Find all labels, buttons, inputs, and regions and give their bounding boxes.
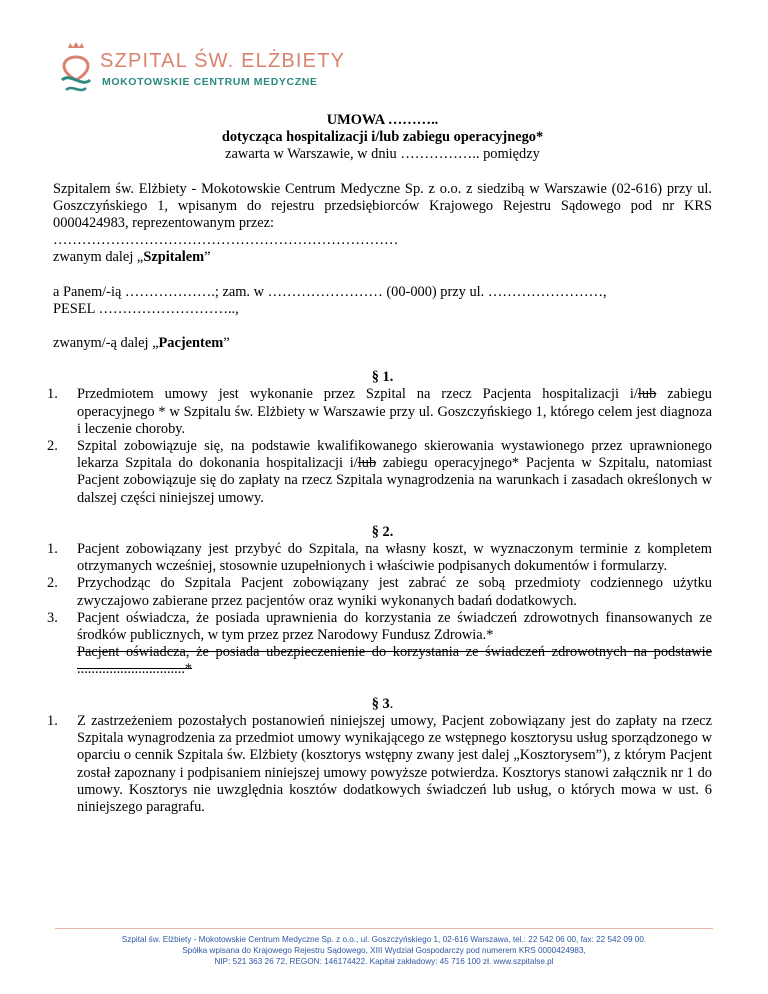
list-item: 1. Pacjent zobowiązany jest przybyć do Szpitala, na własny koszt, w wyznaczonym terminie z kompletem otrzymanych wcześniej, stosownie uzupełnionych i właściwie podpisanych dokumentów i formularzy. xyxy=(47,541,712,575)
list-item: 2. Szpital zobowiązuje się, na podstawie kwalifikowanego skierowania wystawionego przez uprawnionego lekarza Szpitala do dokonania hospitalizacji i/lub zabiegu operacyjnego* Pacjenta w Szpitalu, natomiast Pacjent zobowiązuje się do zapłaty na rzecz Szpitala wynagrodzenia na warunkach i zasadach określonych w dalszej części niniejszej umowy. xyxy=(47,438,713,506)
party1-representative-dots: ……………………………………………………………… xyxy=(53,232,399,249)
list-item: 1. Przedmiotem umowy jest wykonanie przez Szpital na rzecz Pacjenta hospitalizacji i/lub zabiegu operacyjnego * w Szpitalu św. Elżbiety w Warszawie przy ul. Goszczyńskiego 1, którego celem jest diagnoza i leczenie choroby. xyxy=(47,386,712,437)
struck-insurance-clause: Pacjent oświadcza, że posiada ubezpieczenienie do korzystania ze świadczeń zdrowotnych na podstawie ..............................* xyxy=(77,644,712,678)
party2-called-name: Pacjentem xyxy=(158,335,224,352)
section1-heading: § 1. xyxy=(371,369,394,386)
logo-emblem-icon xyxy=(56,40,96,96)
party1-called-name: Szpitalem xyxy=(143,249,205,266)
list-item: 3. Pacjent oświadcza, że posiada uprawnienia do korzystania ze świadczeń zdrowotnych finansowanych ze środków publicznych, w tym przez przez Narodowy Fundusz Zdrowia.* xyxy=(47,609,712,644)
page-footer xyxy=(40,935,728,967)
section3-list xyxy=(47,712,712,816)
logo-subtitle: MOKOTOWSKIE CENTRUM MEDYCZNE xyxy=(102,76,318,88)
footer-line3: NIP: 521 363 26 72, REGON: 146174422. Kapitał zakładowy: 45 716 100 zł. www.szpitalse.pl xyxy=(214,956,554,966)
section2-list xyxy=(47,541,712,644)
section1-list xyxy=(47,386,713,506)
conclusion-line: zawarta w Warszawie, w dniu …………….. pomiędzy xyxy=(225,146,540,163)
logo-name: SZPITAL ŚW. ELŻBIETY xyxy=(100,50,346,72)
document-subtitle: dotycząca hospitalizacji i/lub zabiegu operacyjnego* xyxy=(221,129,544,146)
section3-heading: § 3. xyxy=(371,695,394,712)
document-title: UMOWA ……….. xyxy=(326,112,439,128)
party2-line1: a Panem/-ią ……………….; zam. w …………………… (00-000) przy ul. ……………………, xyxy=(53,283,607,300)
list-item: 2. Przychodząc do Szpitala Pacjent zobowiązany jest zabrać ze sobą przedmioty codziennego użytku zwyczajowo zabierane przez pacjentów oraz wyniki wykonanych badań dodatkowych. xyxy=(47,575,712,609)
party1-text: Szpitalem św. Elżbiety - Mokotowskie Centrum Medyczne Sp. z o.o. z siedzibą w Warszawie (02-616) przy ul. Goszczyńskiego 1, wpisanym do rejestru przedsiębiorców Krajowego Rejestru Sądowego pod nr KRS 0000424983, reprezentowanym przez: xyxy=(53,180,712,232)
footer-line1: Szpital św. Elżbiety - Mokotowskie Centrum Medyczne Sp. z o.o., ul. Goszczyńskiego 1, 02-616 Warszawa, tel.: 22 542 06 00, fax: 22 542 09 00. xyxy=(121,935,647,944)
party2-called: zwanym/-ą dalej „Pacjentem” xyxy=(53,335,230,352)
contract-document xyxy=(47,112,713,816)
section2-heading: § 2. xyxy=(371,523,394,540)
footer-divider xyxy=(55,928,713,929)
party2-pesel: PESEL ……………………….., xyxy=(53,300,239,317)
hospital-logo xyxy=(56,40,356,96)
list-item: 1. Z zastrzeżeniem pozostałych postanowień niniejszej umowy, Pacjent zobowiązany jest do zapłaty na rzecz Szpitala wynagrodzenia za przedmiot umowy wynikającego ze wstępnego kosztorysu usług sporządzonego w oparciu o cennik Szpitala św. Elżbiety (kosztorys wstępny zwany jest dalej „Kosztorysem”), z którym Pacjent został zapoznany i podpisaniem niniejszej umowy powyższe potwierdza. Kosztorys stanowi załącznik nr 1 do umowy. Kosztorys nie uwzględnia kosztów dodatkowych świadczeń lub usług, o których mowa w ust. 6 niniejszego paragrafu. xyxy=(47,712,712,815)
footer-line2: Spółka wpisana do Krajowego Rejestru Sądowego, XIII Wydział Gospodarczy pod numerem KRS 0000424983, xyxy=(182,945,586,955)
party1-called: zwanym dalej „Szpitalem” xyxy=(53,249,211,266)
